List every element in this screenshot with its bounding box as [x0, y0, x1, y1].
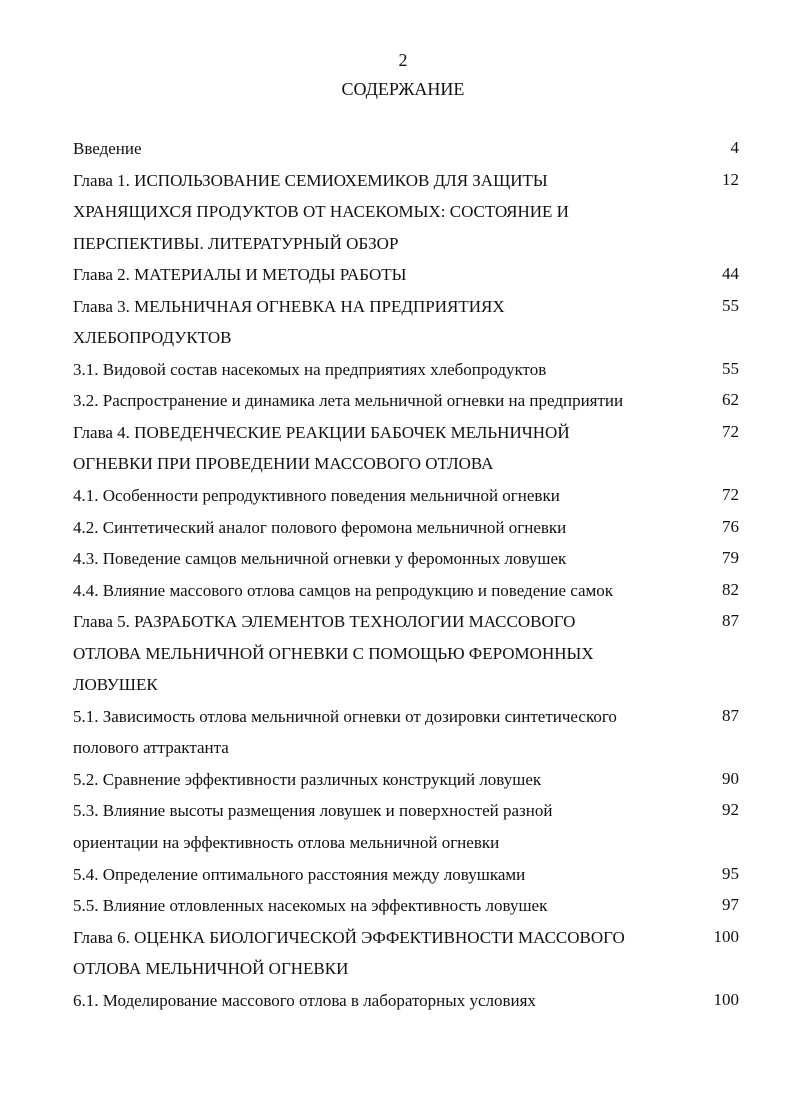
toc-entry-page-number: 87 [722, 705, 739, 725]
toc-entry-title-line: ПЕРСПЕКТИВЫ. ЛИТЕРАТУРНЫЙ ОБЗОР [73, 233, 399, 253]
toc-entry-title-line: 5.1. Зависимость отлова мельничной огневки от дозировки синтетического [73, 706, 617, 726]
toc-entry-page-number: 55 [722, 295, 739, 315]
toc-entry-title-line: ОГНЕВКИ ПРИ ПРОВЕДЕНИИ МАССОВОГО ОТЛОВА [73, 454, 494, 474]
toc-entry-title-line: 5.5. Влияние отловленных насекомых на эффективность ловушек [73, 896, 548, 916]
toc-entry-title-line: 3.1. Видовой состав насекомых на предприятиях хлебопродуктов [73, 359, 547, 379]
toc-entry-title-line: 4.1. Особенности репродуктивного поведения мельничной огневки [73, 486, 560, 506]
toc-entry-title-line: 4.2. Синтетический аналог полового феромона мельничной огневки [73, 517, 567, 537]
toc-entry [73, 291, 739, 354]
toc-entry-title-line: ЛОВУШЕК [73, 675, 158, 695]
table-of-contents [73, 133, 739, 1016]
toc-entry-title-line: Глава 3. МЕЛЬНИЧНАЯ ОГНЕВКА НА ПРЕДПРИЯТИЯХ [73, 296, 505, 316]
toc-entry-title-line: Глава 6. ОЦЕНКА БИОЛОГИЧЕСКОЙ ЭФФЕКТИВНОСТИ МАССОВОГО [73, 927, 625, 947]
toc-entry-title-line: Глава 5. РАЗРАБОТКА ЭЛЕМЕНТОВ ТЕХНОЛОГИИ МАССОВОГО [73, 612, 576, 632]
toc-entry [73, 985, 739, 1017]
toc-entry-title-line: ХЛЕБОПРОДУКТОВ [73, 328, 232, 348]
toc-entry-title-line: Глава 1. ИСПОЛЬЗОВАНИЕ СЕМИОХЕМИКОВ ДЛЯ ЗАЩИТЫ [73, 170, 548, 190]
toc-entry [73, 259, 739, 291]
toc-entry-page-number: 55 [722, 358, 739, 378]
toc-entry-title-line: 5.3. Влияние высоты размещения ловушек и поверхностей разной [73, 801, 553, 821]
toc-entry-page-number: 92 [722, 800, 739, 820]
toc-entry-title-line: 5.2. Сравнение эффективности различных конструкций ловушек [73, 769, 542, 789]
page-number: 2 [398, 50, 408, 70]
toc-entry-title-line: 3.2. Распространение и динамика лета мельничной огневки на предприятии [73, 391, 624, 411]
toc-entry [73, 890, 739, 922]
toc-entry-title-line: ОТЛОВА МЕЛЬНИЧНОЙ ОГНЕВКИ С ПОМОЩЬЮ ФЕРОМОННЫХ [73, 643, 594, 663]
toc-entry [73, 354, 739, 386]
toc-entry [73, 385, 739, 417]
toc-entry-title-line: Глава 4. ПОВЕДЕНЧЕСКИЕ РЕАКЦИИ БАБОЧЕК МЕЛЬНИЧНОЙ [73, 422, 570, 442]
toc-entry [73, 512, 739, 544]
toc-entry-title-line: Глава 2. МАТЕРИАЛЫ И МЕТОДЫ РАБОТЫ [73, 265, 407, 285]
toc-entry-page-number: 100 [713, 926, 739, 946]
toc-entry [73, 859, 739, 891]
toc-entry-page-number: 100 [713, 989, 739, 1009]
toc-entry [73, 417, 739, 480]
toc-entry [73, 133, 739, 165]
toc-entry [73, 543, 739, 575]
toc-entry [73, 795, 739, 858]
toc-entry-page-number: 95 [722, 863, 739, 883]
toc-entry-page-number: 79 [722, 548, 739, 568]
toc-entry-page-number: 12 [722, 169, 739, 189]
toc-entry [73, 606, 739, 701]
toc-entry-page-number: 76 [722, 516, 739, 536]
toc-entry-title-line: ХРАНЯЩИХСЯ ПРОДУКТОВ ОТ НАСЕКОМЫХ: СОСТОЯНИЕ И [73, 202, 569, 222]
toc-entry-title-line: ОТЛОВА МЕЛЬНИЧНОЙ ОГНЕВКИ [73, 959, 349, 979]
toc-entry-page-number: 4 [730, 138, 739, 157]
toc-entry-page-number: 62 [722, 390, 739, 410]
toc-entry-title-line: 4.4. Влияние массового отлова самцов на репродукцию и поведение самок [73, 580, 614, 600]
toc-entry-title-line: 4.3. Поведение самцов мельничной огневки у феромонных ловушек [73, 549, 567, 569]
toc-entry [73, 575, 739, 607]
toc-entry-title-line: 6.1. Моделирование массового отлова в лабораторных условиях [73, 990, 536, 1010]
toc-entry-page-number: 90 [722, 768, 739, 788]
toc-entry [73, 764, 739, 796]
toc-entry-title-line: 5.4. Определение оптимального расстояния между ловушками [73, 864, 526, 884]
toc-entry-page-number: 44 [722, 264, 739, 284]
toc-entry [73, 480, 739, 512]
toc-entry [73, 701, 739, 764]
toc-entry-title-line: ориентации на эффективность отлова мельничной огневки [73, 833, 500, 853]
toc-entry-page-number: 72 [722, 421, 739, 441]
toc-entry [73, 165, 739, 260]
page-title: СОДЕРЖАНИЕ [341, 79, 465, 99]
toc-entry-title-line: Введение [73, 139, 142, 158]
toc-entry-page-number: 97 [722, 895, 739, 915]
toc-entry-page-number: 72 [722, 485, 739, 505]
toc-entry-title-line: полового аттрактанта [73, 738, 229, 758]
toc-entry-page-number: 87 [722, 611, 739, 631]
toc-entry [73, 922, 739, 985]
toc-entry-page-number: 82 [722, 579, 739, 599]
